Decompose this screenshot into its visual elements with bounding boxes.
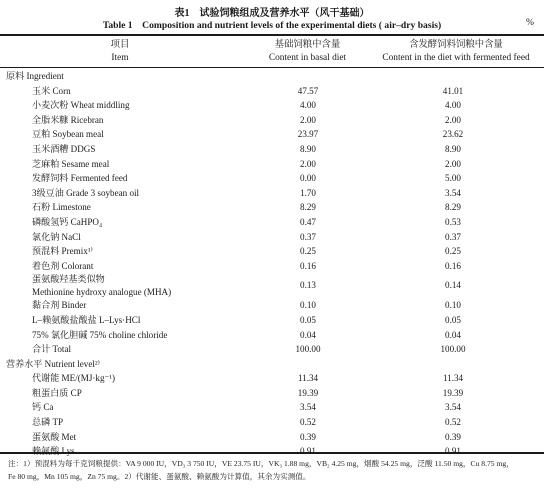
table-row: [0, 186, 544, 201]
row-label: [32, 230, 81, 245]
row-label-text: 磷酸氢钙 CaHPO₄: [32, 216, 103, 227]
table-title-en: Table 1 Composition and nutrient levels of the experimental diets ( air–dry basis): [102, 20, 442, 31]
row-label: [6, 357, 100, 372]
header-fermented-cn: 含发酵饲料饲粮中含量: [409, 40, 503, 50]
fermented-value: 0.25: [445, 246, 461, 257]
table-row: [0, 215, 544, 230]
basal-value: 2.00: [300, 158, 316, 169]
row-label: [32, 142, 95, 157]
basal-value: 0.47: [300, 216, 316, 227]
basal-value: 0.39: [300, 431, 316, 442]
table-row: [0, 273, 544, 298]
fermented-value: 23.62: [442, 129, 464, 140]
fermented-value: 2.00: [445, 114, 461, 125]
header-item-en: Item: [111, 53, 129, 63]
row-label-text: 芝麻粕 Sesame meal: [32, 158, 110, 169]
row-label-text: 小麦次粉 Wheat middling: [32, 100, 130, 111]
row-label: [32, 98, 130, 113]
basal-value: 47.57: [297, 85, 319, 96]
fermented-value: 11.34: [442, 373, 464, 384]
header-fermented: [368, 39, 544, 65]
basal-value: 0.00: [300, 173, 316, 184]
row-label-text: 3级豆油 Grade 3 soybean oil: [32, 187, 140, 198]
row-label-text: 合计 Total: [32, 344, 72, 355]
row-label: [32, 127, 104, 142]
fermented-value: 0.10: [445, 300, 461, 311]
row-label-text: 赖氨酸 Lys: [32, 446, 75, 457]
table-row: [0, 244, 544, 259]
basal-value: 4.00: [300, 100, 316, 111]
basal-value: 0.04: [300, 329, 316, 340]
row-label-text: 原料 Ingredient: [6, 71, 64, 81]
basal-value: 8.29: [300, 202, 316, 213]
row-label: [32, 84, 71, 99]
row-label-text: 玉米 Corn: [32, 85, 71, 96]
footnote-line-1: 注：1）预混料为每千克饲粮提供：VA 9 000 IU，VD₃ 3 750 IU，VE 23.75 IU，VK₃ 1.88 mg，VB₂ 4.25 mg，烟酸 54.25 mg，泛酸 11.50 mg，Cu 8.75 mg，: [8, 459, 514, 468]
row-label: [32, 215, 102, 230]
row-label-text: 蛋氨酸 Met: [32, 431, 77, 442]
row-label: [32, 186, 139, 201]
row-label-text: 预混料 Premix¹⁾: [32, 246, 93, 257]
basal-value: 19.39: [297, 387, 319, 398]
table-row: [0, 386, 544, 401]
row-label: [32, 298, 86, 313]
row-label: [32, 200, 91, 215]
table-unit: %: [526, 17, 534, 28]
row-label: [32, 371, 115, 386]
basal-value: 100.00: [295, 344, 321, 355]
header-item: [60, 39, 180, 65]
row-label-text: 石粉 Limestone: [32, 202, 91, 213]
table-section-row: [0, 69, 544, 84]
table-title-cn: 表1 试验饲粮组成及营养水平（风干基础）: [174, 8, 370, 19]
table-row: [0, 259, 544, 274]
table-row: [0, 342, 544, 357]
footnote-line-2: Fe 80 mg，Mn 105 mg，Zn 75 mg。2）代谢能、蛋氨酸、赖氨酸为计算值，其余为实测值。: [8, 472, 311, 481]
top-rule: [0, 34, 544, 36]
table-row: [0, 415, 544, 430]
row-label: [32, 259, 93, 274]
header-basal-cn: 基础饲粮中含量: [274, 40, 341, 50]
fermented-value: 0.14: [445, 280, 461, 291]
row-label-text: 豆粕 Soybean meal: [32, 129, 104, 140]
row-label: [32, 342, 71, 357]
table-row: [0, 157, 544, 172]
row-label: [32, 113, 103, 128]
row-label-text: 氯化钠 NaCl: [32, 231, 81, 242]
table-section-row: [0, 357, 544, 372]
basal-value: 23.97: [297, 129, 319, 140]
fermented-value: 8.90: [445, 143, 461, 154]
header-basal: [240, 39, 375, 65]
table-row: [0, 84, 544, 99]
row-label: [32, 157, 109, 172]
fermented-value: 3.54: [445, 187, 461, 198]
row-label-text: 玉米酒糟 DDGS: [32, 143, 96, 154]
row-label-text: 粗蛋白质 CP: [32, 387, 82, 398]
row-label-text: 钙 Ca: [32, 402, 54, 413]
basal-value: 2.00: [300, 114, 316, 125]
fermented-value: 0.53: [445, 216, 461, 227]
fermented-value: 100.00: [440, 344, 466, 355]
row-label-text: 着色剂 Colorant: [32, 260, 94, 271]
fermented-value: 0.05: [445, 314, 461, 325]
basal-value: 0.05: [300, 314, 316, 325]
basal-value: 8.90: [300, 143, 316, 154]
row-label: [6, 69, 64, 84]
header-rule: [0, 67, 544, 68]
basal-value: 3.54: [300, 402, 316, 413]
basal-value: 0.91: [300, 446, 316, 457]
header-basal-en: Content in basal diet: [268, 53, 347, 63]
row-label: [32, 244, 93, 259]
table-row: [0, 430, 544, 445]
fermented-value: 0.37: [445, 231, 461, 242]
row-label-text: 黏合剂 Binder: [32, 300, 87, 311]
table-row: [0, 127, 544, 142]
basal-value: 0.25: [300, 246, 316, 257]
fermented-value: 3.54: [445, 402, 461, 413]
table-row: [0, 298, 544, 313]
row-label: [32, 415, 63, 430]
row-label-text: 发酵饲料 Fermented feed: [32, 173, 128, 184]
row-label-text: L–赖氨酸盐酸盐 L–Lys·HCl: [32, 314, 141, 325]
row-label-text: 代谢能 ME/(MJ·kg⁻¹): [32, 373, 116, 384]
header-fermented-en: Content in the diet with fermented feed: [382, 53, 530, 63]
table-row: [0, 400, 544, 415]
fermented-value: 4.00: [445, 100, 461, 111]
table-footnote: [8, 457, 538, 483]
table-row: [0, 371, 544, 386]
table-row: [0, 313, 544, 328]
basal-value: 0.10: [300, 300, 316, 311]
basal-value: 0.13: [300, 280, 316, 291]
fermented-value: 5.00: [445, 173, 461, 184]
table-row: [0, 328, 544, 343]
row-label-text: 全脂米糠 Ricebran: [32, 114, 104, 125]
basal-value: 0.16: [300, 260, 316, 271]
row-label-text-en: Methionine hydroxy analogue (MHA): [32, 286, 172, 297]
row-label-text: 蛋氨酸羟基类似物: [32, 274, 105, 285]
row-label-text: 总磷 TP: [32, 417, 64, 428]
row-label: [32, 313, 140, 328]
fermented-value: 19.39: [442, 387, 464, 398]
table-row: [0, 142, 544, 157]
basal-value: 0.37: [300, 231, 316, 242]
row-label-text: 75% 氯化胆碱 75% choline chloride: [32, 329, 168, 340]
fermented-value: 2.00: [445, 158, 461, 169]
fermented-value: 0.04: [445, 329, 461, 340]
row-label: [32, 386, 82, 401]
table-row: [0, 171, 544, 186]
row-label: [32, 171, 127, 186]
row-label: [32, 328, 167, 343]
fermented-value: 41.01: [442, 85, 464, 96]
row-label: [32, 400, 53, 415]
basal-value: 11.34: [297, 373, 319, 384]
fermented-value: 0.91: [445, 446, 461, 457]
fermented-value: 0.52: [445, 417, 461, 428]
fermented-value: 8.29: [445, 202, 461, 213]
table-row: [0, 98, 544, 113]
table-row: [0, 200, 544, 215]
header-item-cn: 项目: [110, 40, 130, 50]
table-row: [0, 113, 544, 128]
fermented-value: 0.39: [445, 431, 461, 442]
table-body: [0, 69, 544, 459]
basal-value: 1.70: [300, 187, 316, 198]
fermented-value: 0.16: [445, 260, 461, 271]
basal-value: 0.52: [300, 417, 316, 428]
row-label-text: 营养水平 Nutrient level²⁾: [6, 358, 100, 369]
row-label: [32, 430, 76, 445]
table-row: [0, 230, 544, 245]
row-label: [32, 273, 171, 297]
